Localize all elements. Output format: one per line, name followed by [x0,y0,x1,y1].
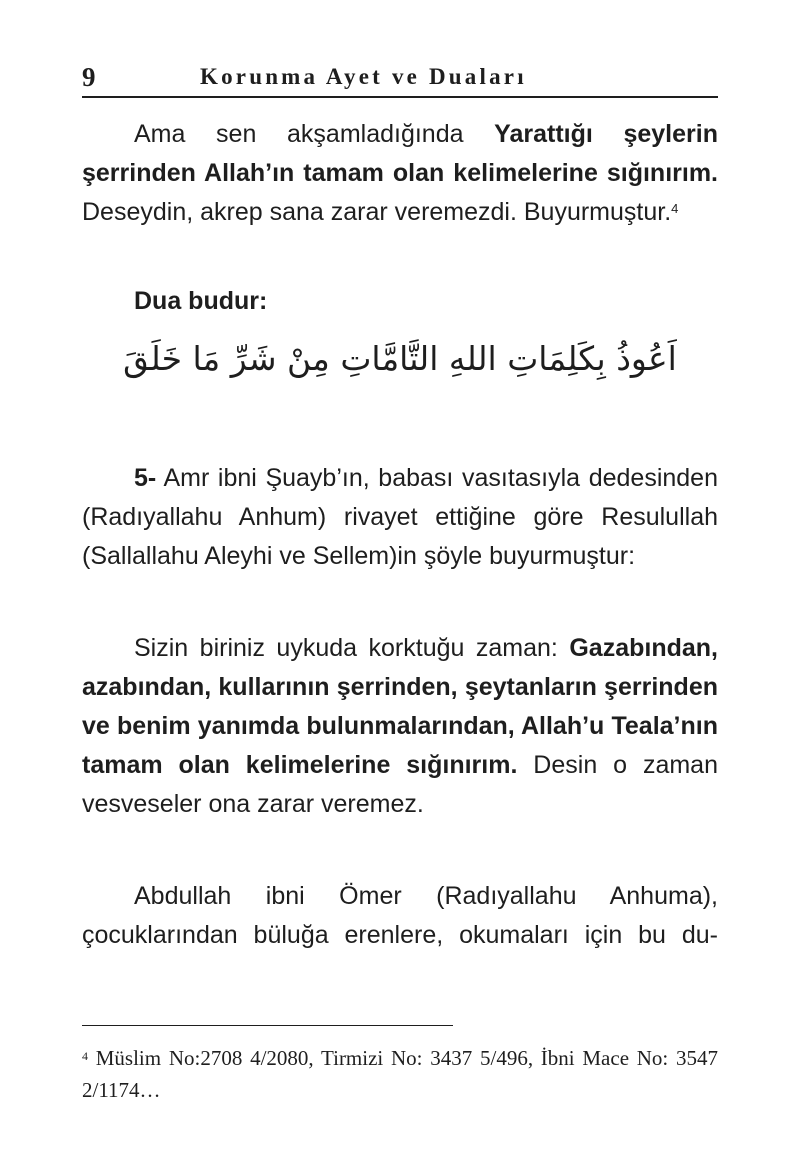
footnote-ref: 4 [671,201,679,216]
footnote-divider [82,1025,453,1026]
paragraph-fear-in-sleep [82,629,718,824]
paragraph-text: Abdullah ibni Ömer (Radıyallahu Anhuma), çocuklarından büluğa erenlere, okumaları için bu du- [82,882,718,949]
dua-heading: Dua budur: [134,287,268,315]
running-header [82,60,718,98]
running-title: Korunma Ayet ve Duaları [200,64,527,89]
paragraph-bold-prayer: Yarattığı şeylerin şerrinden Allah’ın tamam olan kelimelerine sığınırım. [82,120,718,187]
paragraph-intro: Sizin biriniz uykuda korktuğu zaman: [134,634,570,662]
paragraph-intro: Ama sen akşamladığında [134,120,495,148]
footnote [82,1042,718,1106]
paragraph-abdullah-ibni-omer [82,877,718,955]
paragraph-hadith-5 [82,459,718,576]
paragraph-rest: Desin o zaman vesveseler ona zarar veremez. [82,751,718,818]
paragraph-bold-prayer: Gazabından, azabından, kullarının şerrinden, şeytanların şerrinden ve benim yanımda bulunmalarından, Allah’u Teala’nın tamam olan kelimelerine sığınırım. [82,634,718,779]
page-number: 9 [82,62,96,92]
paragraph-rest: Deseydin, akrep sana zarar veremezdi. Buyurmuştur. [82,198,672,226]
footnote-number: 4 [82,1049,88,1063]
arabic-prayer: اَعُوذُ بِكَلِمَاتِ اللهِ التَّامَّاتِ مِنْ شَرِّ مَا خَلَقَ [123,339,677,378]
hadith-number: 5- [134,464,157,492]
footnote-text: Müslim No:2708 4/2080, Tirmizi No: 3437 5/496, İbni Mace No: 3547 2/1174… [82,1046,718,1102]
paragraph-scorpion-hadith [82,115,718,232]
paragraph-text: Amr ibni Şuayb’ın, babası vasıtasıyla dedesinden (Radıyallahu Anhum) rivayet ettiğine göre Resulullah (Sallallahu Aleyhi ve Sellem)in şöyle buyurmuştur: [82,464,718,570]
